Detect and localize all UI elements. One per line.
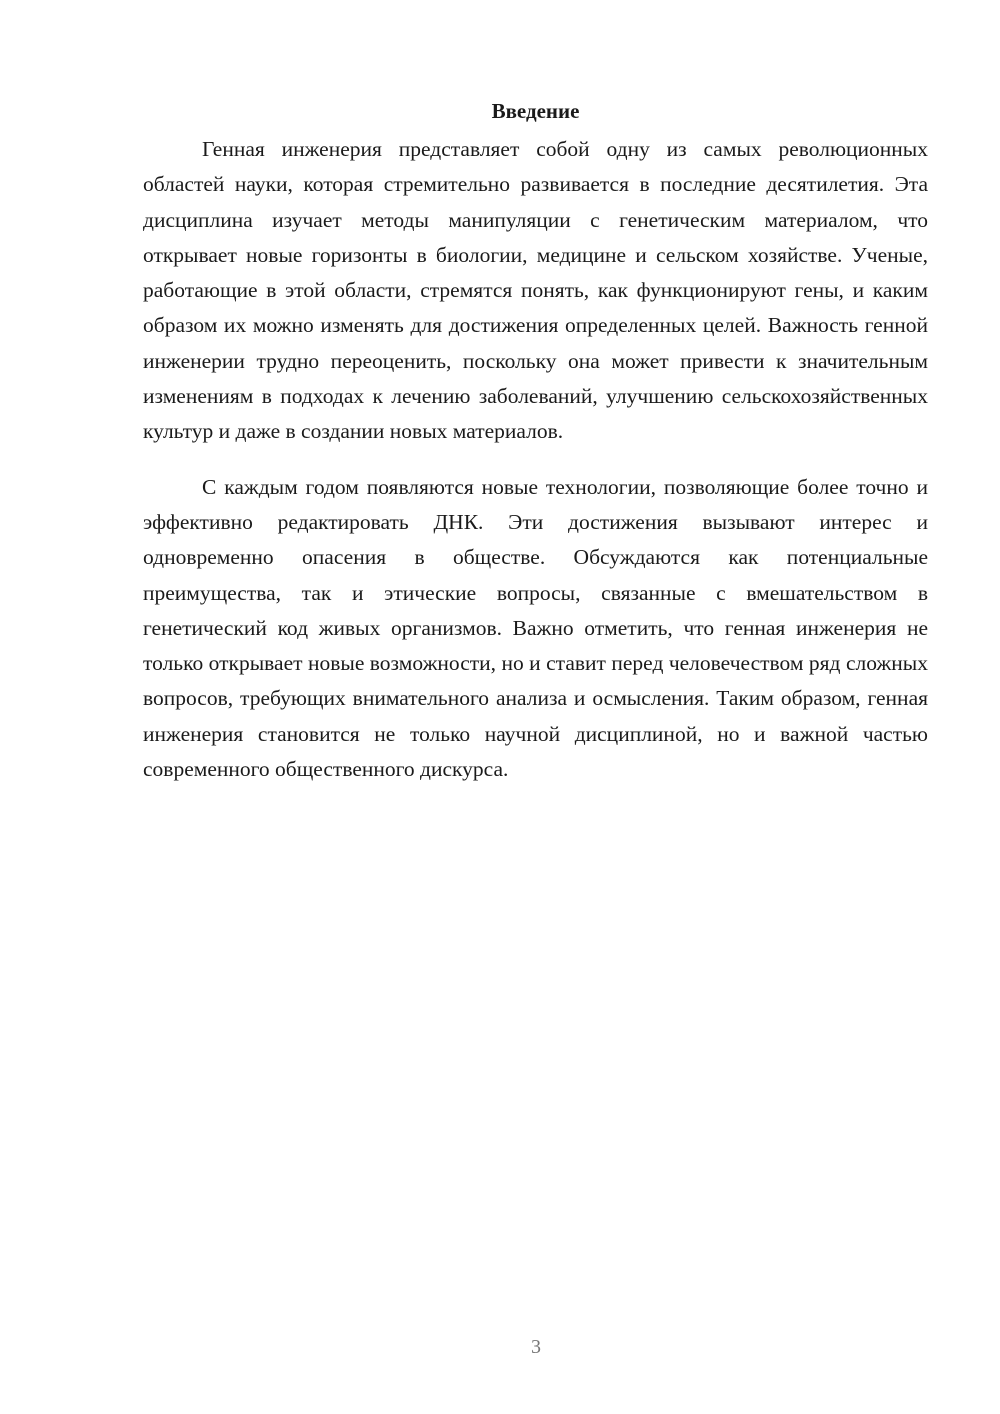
section-title: Введение [491,99,580,123]
document-page [143,96,928,787]
paragraph-2: С каждым годом появляются новые технологии, позволяющие более точно и эффективно редактировать ДНК. Эти достижения вызывают интерес и одновременно опасения в обществе. Обсуждаются как потенциальные преимущества, так и этические вопросы, связанные с вмешательством в генетический код живых организмов. Важно отметить, что генная инженерия не только открывает новые возможности, но и ставит перед человечеством ряд сложных вопросов, требующих внимательного анализа и осмысления. Таким образом, генная инженерия становится не только научной дисциплиной, но и важной частью современного общественного дискурса. [143,474,928,782]
page-number: 3 [531,1336,541,1358]
paragraph-1: Генная инженерия представляет собой одну из самых революционных областей науки, которая стремительно развивается в последние десятилетия. Эта дисциплина изучает методы манипуляции с генетическим материалом, что открывает новые горизонты в биологии, медицине и сельском хозяйстве. Ученые, работающие в этой области, стремятся понять, как функционируют гены, и каким образом их можно изменять для достижения определенных целей. Важность генной инженерии трудно переоценить, поскольку она может привести к значительным изменениям в подходах к лечению заболеваний, улучшению сельскохозяйственных культур и даже в создании новых материалов. [143,137,928,444]
